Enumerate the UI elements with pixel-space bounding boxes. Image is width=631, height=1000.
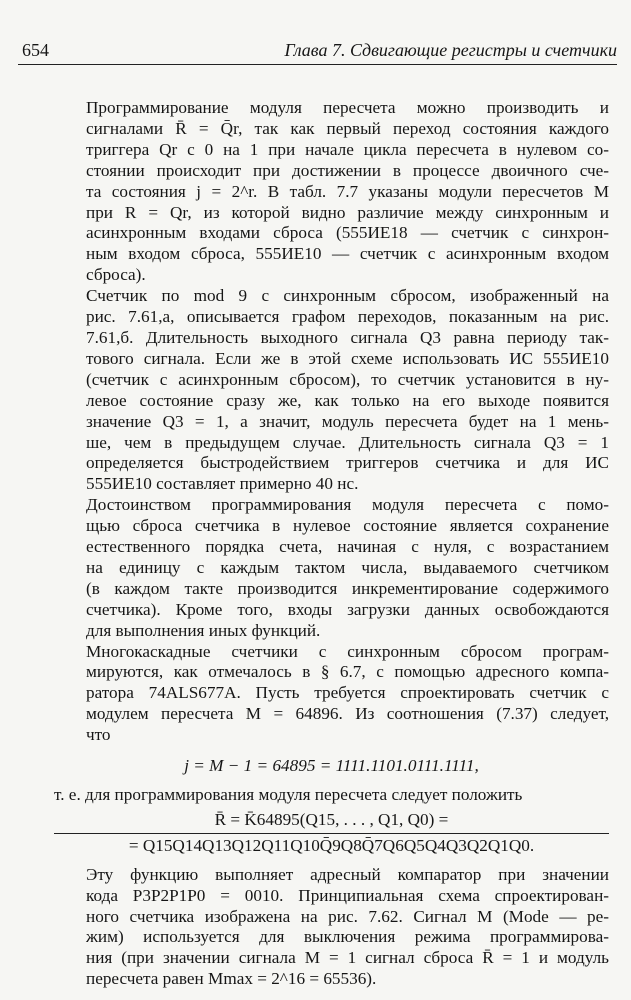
page-number: 654 <box>22 40 49 60</box>
text-line: при R = Qr, из которой видно различие между синхронным и <box>86 202 609 222</box>
equation-text: j = M − 1 = 64895 = 1111.1101.0111.1111, <box>184 756 479 776</box>
text-line: на единицу с каждым тактом числа, выдаваемого счетчиком <box>86 557 609 577</box>
text-line: естественного порядка счета, начиная с нуля, с возрастанием <box>86 537 609 557</box>
text-line: пересчета равен Mmax = 2^16 = 65536). <box>86 969 377 989</box>
page-body <box>54 98 609 990</box>
page-header <box>18 38 617 64</box>
paragraph-2 <box>54 286 609 495</box>
paragraph-4 <box>54 642 609 747</box>
text-line: что <box>86 725 111 745</box>
equation-3 <box>54 833 609 857</box>
text-line: ным входом сброса, 555ИЕ10 — счетчик с асинхронным входом <box>86 244 609 264</box>
text-line: жим) используется для выключения режима программирова- <box>86 927 609 947</box>
equation-2 <box>54 810 609 831</box>
text-line: мируются, как отмечалось в § 6.7, с помощью адресного компа- <box>86 662 609 682</box>
text-line: триггера Qr с 0 на 1 при начале цикла пересчета в нулевом со- <box>86 139 609 159</box>
text-line: счетчика). Кроме того, входы загрузки данных освобождаются <box>86 599 609 619</box>
text-line: значение Q3 = 1, а значит, модуль пересчета будет на 1 мень- <box>86 411 609 431</box>
text-line: определяется быстродействием триггеров счетчика и для ИС <box>86 453 609 473</box>
text-line: Программирование модуля пересчета можно производить и <box>86 98 609 117</box>
text-line: сигналами R̄ = Q̄r, так как первый переход состояния каждого <box>86 118 609 138</box>
text-line: левое состояние сразу же, как только на его выходе появится <box>86 390 609 410</box>
text-line: сброса). <box>86 265 146 285</box>
text-line: щью сброса счетчика в нулевое состояние является сохранение <box>86 516 609 536</box>
text-line: стоянии происходит при достижении в процессе двоичного сче- <box>86 160 609 180</box>
paragraph-5 <box>54 785 609 806</box>
text-line: 555ИЕ10 составляет примерно 40 нс. <box>86 474 359 494</box>
text-line: для выполнения иных функций. <box>86 620 321 640</box>
text-line: 7.61,б. Длительность выходного сигнала Q3 равна периоду так- <box>86 327 609 347</box>
text-line: Счетчик по mod 9 с синхронным сбросом, изображенный на <box>86 286 609 306</box>
paragraph-1 <box>54 98 609 286</box>
text-line: асинхронным входами сброса (555ИЕ18 — счетчик с синхрон- <box>86 223 609 243</box>
text-line: Многокаскадные счетчики с синхронным сбросом програм- <box>86 641 609 661</box>
text-line: (счетчик с асинхронным сбросом), то счетчик установится в ну- <box>86 369 609 389</box>
equation-text: R̄ = K̄64895(Q15, . . . , Q1, Q0) = <box>214 809 449 829</box>
paragraph-3 <box>54 495 609 641</box>
text-line: (в каждом такте производится инкрементирование содержимого <box>86 578 609 598</box>
text-line: та состояния j = 2^r. В табл. 7.7 указаны модули пересчетов M <box>86 181 609 201</box>
text-line: рис. 7.61,а, описывается графом переходов, показанным на рис. <box>86 307 609 327</box>
text-line: тового сигнала. Если же в этой схеме использовать ИС 555ИЕ10 <box>86 348 609 368</box>
text-line: т. е. для программирования модуля пересчета следует положить <box>54 785 523 804</box>
text-line: ратора 74ALS677A. Пусть требуется спроектировать счетчик с <box>86 683 609 703</box>
running-title: Глава 7. Сдвигающие регистры и счетчики <box>284 40 617 60</box>
paragraph-6 <box>54 865 609 990</box>
header-rule <box>18 64 617 65</box>
text-line: Достоинством программирования модуля пересчета с помо- <box>86 495 609 515</box>
equation-text: = Q15Q14Q13Q12Q11Q10Q̄9Q8Q̄7Q6Q5Q4Q3Q2Q1Q0. <box>128 835 535 855</box>
text-line: ния (при значении сигнала M = 1 сигнал сброса R̄ = 1 и модуль <box>86 948 609 968</box>
text-line: ного счетчика изображена на рис. 7.62. Сигнал M (Mode — ре- <box>86 906 609 926</box>
equation-1 <box>54 756 609 777</box>
text-line: модулем пересчета M = 64896. Из соотношения (7.37) следует, <box>86 704 609 724</box>
text-line: Эту функцию выполняет адресный компаратор при значении <box>86 864 609 884</box>
text-line: кода P3P2P1P0 = 0010. Принципиальная схема спроектирован- <box>86 885 609 905</box>
text-line: ше, чем в предыдущем случае. Длительность сигнала Q3 = 1 <box>86 432 609 452</box>
